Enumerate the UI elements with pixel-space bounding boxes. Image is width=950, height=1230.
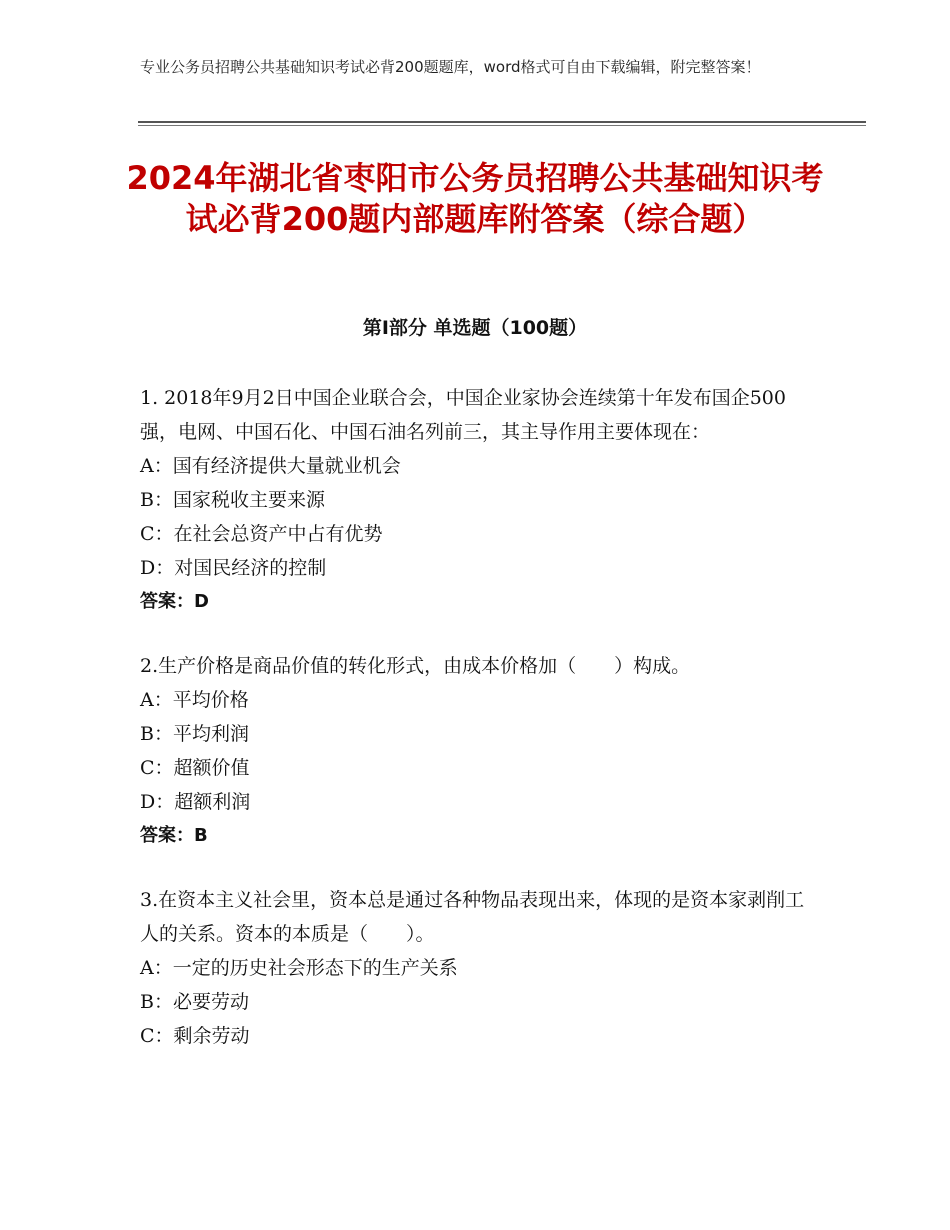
- option-d: D：超额利润: [140, 791, 251, 813]
- option-b: B：必要劳动: [140, 991, 249, 1013]
- question-item: [140, 381, 820, 619]
- option-a: A：国有经济提供大量就业机会: [140, 455, 401, 477]
- question-item: [140, 649, 820, 853]
- option-b: B：国家税收主要来源: [140, 489, 325, 511]
- answer-line: 答案：D: [140, 591, 209, 612]
- question-list: [140, 381, 820, 1083]
- question-item: [140, 883, 820, 1053]
- header-divider: [138, 121, 866, 123]
- header-note: 专业公务员招聘公共基础知识考试必背200题题库，word格式可自由下载编辑，附完整答案！: [140, 58, 761, 76]
- document-title: 2024年湖北省枣阳市公务员招聘公共基础知识考试必背200题内部题库附答案（综合题）: [126, 159, 824, 238]
- option-a: A：平均价格: [140, 689, 249, 711]
- option-b: B：平均利润: [140, 723, 249, 745]
- answer-line: 答案：B: [140, 825, 208, 846]
- header-divider-thin: [138, 125, 866, 126]
- question-stem: 2.生产价格是商品价值的转化形式，由成本价格加（ ）构成。: [140, 655, 691, 677]
- question-stem: 3.在资本主义社会里，资本总是通过各种物品表现出来，体现的是资本家剥削工人的关系。资本的本质是（ ）。: [140, 889, 805, 945]
- option-d: D：对国民经济的控制: [140, 557, 327, 579]
- option-a: A：一定的历史社会形态下的生产关系: [140, 957, 458, 979]
- option-c: C：剩余劳动: [140, 1025, 250, 1047]
- section-title: 第Ⅰ部分 单选题（100题）: [362, 317, 588, 339]
- option-c: C：在社会总资产中占有优势: [140, 523, 383, 545]
- question-stem: 1. 2018年9月2日中国企业联合会，中国企业家协会连续第十年发布国企500强，电网、中国石化、中国石油名列前三，其主导作用主要体现在：: [140, 387, 786, 443]
- option-c: C：超额价值: [140, 757, 250, 779]
